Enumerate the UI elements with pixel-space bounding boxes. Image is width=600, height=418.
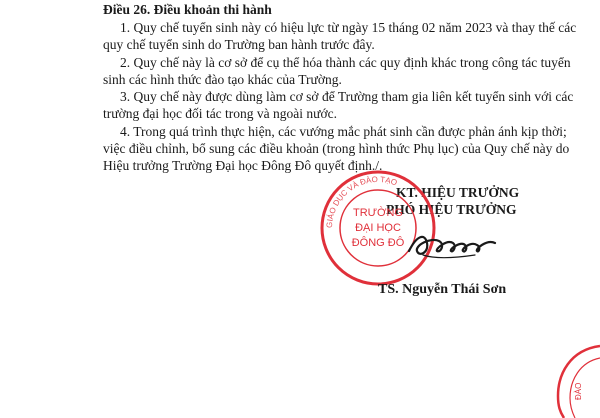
paragraph-line: quy chế tuyển sinh do Trường ban hành trước đây. bbox=[103, 37, 375, 52]
edge-stamp-fragment bbox=[548, 340, 600, 418]
seal-ring-text: GIÁO DỤC VÀ ĐÀO TẠO bbox=[324, 174, 399, 229]
signature-title-line1: KT. HIỆU TRƯỞNG bbox=[396, 185, 520, 200]
signature-title-line2: PHÓ HIỆU TRƯỞNG bbox=[386, 202, 517, 217]
seal-text-line3: ĐÔNG ĐÔ bbox=[351, 237, 405, 249]
paragraph-line: 4. Trong quá trình thực hiện, các vướng mắc phát sinh cần được phản ánh kịp thời; bbox=[120, 124, 567, 139]
paragraph-line: việc điều chỉnh, bổ sung các điều khoản (trong hình thức Phụ lục) của Quy chế này do bbox=[103, 141, 570, 156]
paragraph-line: 2. Quy chế này là cơ sở để cụ thể hóa thành các quy định khác trong công tác tuyển bbox=[120, 55, 571, 70]
svg-text:GIÁO DỤC VÀ ĐÀO TẠO bbox=[325, 175, 398, 228]
paragraph-line: 1. Quy chế tuyển sinh này có hiệu lực từ ngày 15 tháng 02 năm 2023 và thay thế các bbox=[120, 20, 577, 35]
edge-stamp-text: ĐÀO bbox=[574, 382, 583, 400]
article-heading: Điều 26. Điều khoản thi hành bbox=[103, 2, 272, 17]
handwritten-signature bbox=[405, 225, 500, 265]
seal-text-line1: TRƯỜNG bbox=[353, 207, 403, 219]
signer-name: TS. Nguyễn Thái Sơn bbox=[378, 282, 507, 297]
paragraph-line: trường đại học đối tác trong và ngoài nước. bbox=[103, 106, 337, 121]
seal-text-line2: ĐẠI HỌC bbox=[355, 222, 401, 234]
paragraph-line: 3. Quy chế này được dùng làm cơ sở để Trường tham gia liên kết tuyển sinh với các bbox=[120, 89, 574, 104]
paragraph-line: sinh các hình thức đào tạo khác của Trường. bbox=[103, 72, 342, 87]
paragraph-line: Hiệu trưởng Trường Đại học Đông Đô quyết định./. bbox=[103, 158, 383, 173]
